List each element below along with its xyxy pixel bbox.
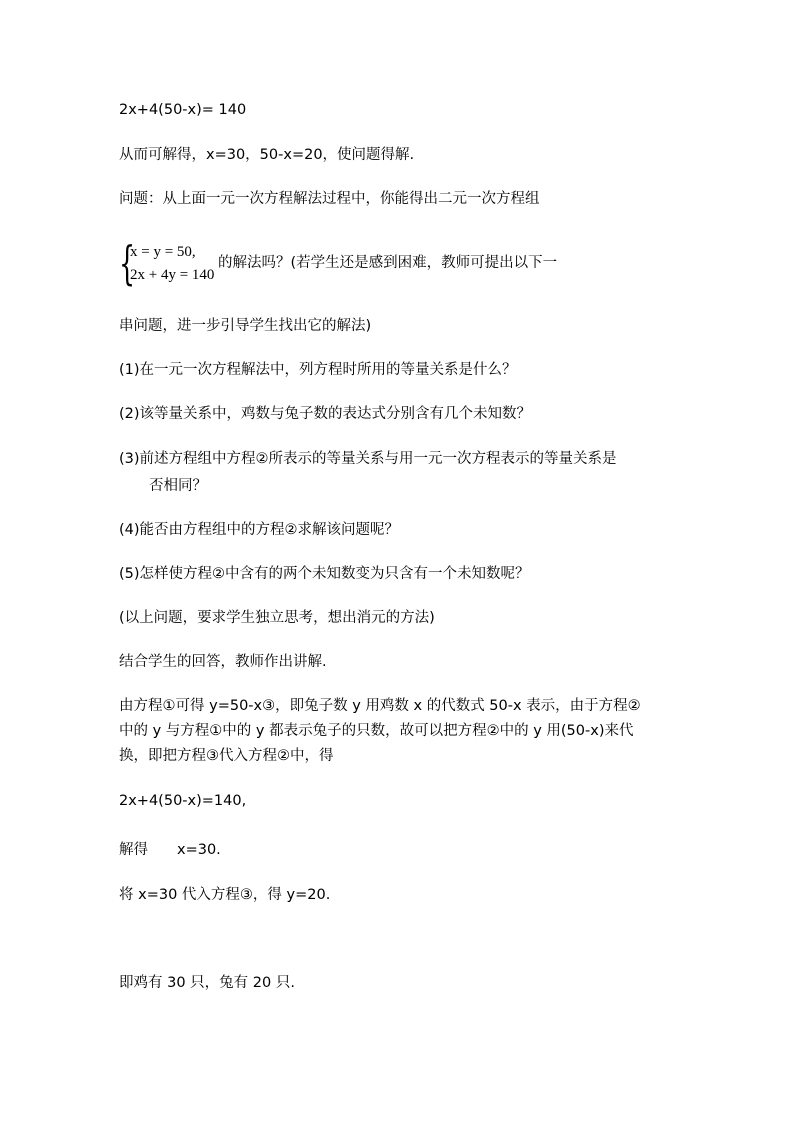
left-brace-icon: { [119,236,136,290]
paragraph-line-1: 由方程①可得 y=50-x③，即兔子数 y 用鸡数 x 的代数式 50-x 表示，由于方程② [119,698,641,714]
question-5: (5)怎样使方程②中含有的两个未知数变为只含有一个未知数呢？ [119,566,530,582]
question-intro-cont: 串问题，进一步引导学生找出它的解法) [119,318,372,334]
question-4: (4)能否由方程组中的方程②求解该问题呢？ [119,522,400,538]
solution-line: 从而可解得，x=30，50-x=20，使问题得解. [119,147,415,163]
equation-system [119,236,679,291]
question-2: (2)该等量关系中，鸡数与兔子数的表达式分别含有几个未知数？ [119,406,532,422]
system-follow-text: 的解法吗？(若学生还是感到困难，教师可提出以下一 [218,255,558,271]
question-1: (1)在一元一次方程解法中，列方程时所用的等量关系是什么？ [119,362,517,378]
paragraph-line-3: 换，即把方程③代入方程②中，得 [119,748,334,764]
question-3-cont: 否相同？ [149,478,207,494]
explanation-intro: 结合学生的回答，教师作出讲解. [119,654,327,670]
equation-line-2: 2x+4(50-x)=140, [119,793,247,809]
question-intro: 问题：从上面一元一次方程解法过程中，你能得出二元一次方程组 [119,191,540,207]
solve-line: 解得 x=30. [119,842,221,858]
note-line: (以上问题，要求学生独立思考，想出消元的方法) [119,610,435,626]
system-equation-1: x = y = 50, [130,244,196,260]
question-3: (3)前述方程组中方程②所表示的等量关系与用一元一次方程表示的等量关系是 [119,451,617,467]
equation-line-1: 2x+4(50-x)= 140 [119,102,247,118]
substitute-line: 将 x=30 代入方程③，得 y=20. [119,887,331,903]
conclusion-line: 即鸡有 30 只，兔有 20 只. [119,975,295,991]
paragraph-line-2: 中的 y 与方程①中的 y 都表示兔子的只数，故可以把方程②中的 y 用(50-x)来代 [119,723,634,739]
system-equation-2: 2x + 4y = 140 [130,267,215,283]
